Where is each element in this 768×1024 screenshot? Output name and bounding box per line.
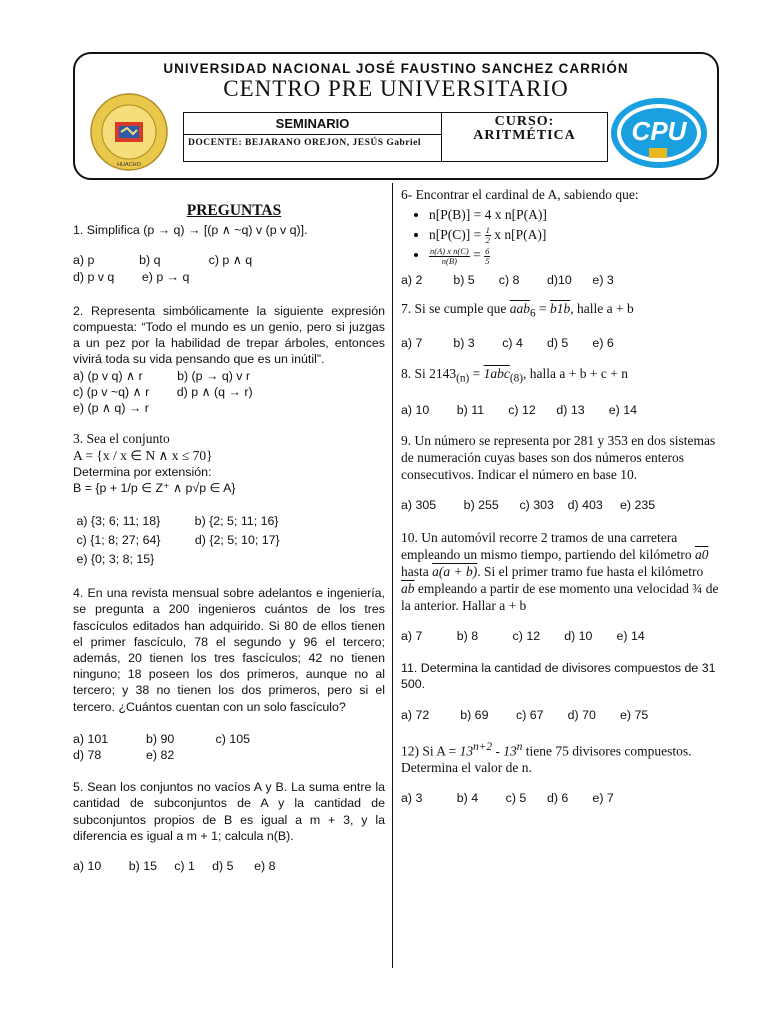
- q3-set-b: B = {p + 1/p ∈ Z⁺ ∧ p√p ∈ A}: [73, 481, 236, 496]
- q4-options-2: d) 78 e) 82: [73, 748, 175, 763]
- q7-post: , halle a + b: [570, 301, 634, 317]
- q7-numeral-1: $\overline{aab}$: [509, 301, 530, 317]
- q8-base-2: (8): [509, 372, 524, 385]
- q12-text: [401, 739, 719, 777]
- q6-c3-fraction: • $\frac{\text{n(A) x n(C)}}{n(B)}$: [430, 245, 469, 266]
- q8-base-1: (n): [456, 372, 470, 385]
- q6-condition-3: [429, 245, 719, 265]
- q1-text: 1. Simplifica (p → q) → [(p ∧ ~q) v (p v q)].: [73, 223, 308, 238]
- q3-set-a: A = {x / x ∈ N ∧ x ≤ 70}: [73, 448, 213, 464]
- q4-text: 4. En una revista mensual sobre adelantos e ingeniería, se pregunta a 200 ingenieros cuántos de los tres fascículos editados han adquirido. Si 80 de ellos tienen el primer fascículo, 78 el segundo y 96 el tercero; además, 20 tienen los tres fascículos; 42 no tienen ninguno; 18 poseen los dos primeros, aunque no al tercero; y 38 no tienen los dos primeros, pero si el tercero. ¿Cuántos cuentan con un solo fascículo?: [73, 586, 385, 714]
- q6-c2-fraction: $\frac{1}{2}$: [485, 225, 490, 246]
- q3-text: 3. Sea el conjunto: [73, 431, 170, 447]
- q11-text: 11. Determina la cantidad de divisores compuestos de 31 500.: [401, 661, 716, 692]
- q12-mid: -: [491, 743, 504, 759]
- q7-options: a) 7 b) 3 c) 4 d) 5 e) 6: [401, 335, 614, 350]
- seminar-label: SEMINARIO: [184, 113, 442, 135]
- q6-condition-2: [429, 225, 719, 245]
- q2-options-1: a) (p v q) ∧ r b) (p → q) v r: [73, 368, 251, 383]
- q10-part-1: 10. Un automóvil recorre 2 tramos de una carretera empleando un mismo tiempo, partiendo del kilómetro: [401, 530, 695, 562]
- q8-options: a) 10 b) 11 c) 12 d) 13 e) 14: [401, 402, 637, 417]
- q5-options: a) 10 b) 15 c) 1 d) 5 e) 8: [73, 859, 276, 874]
- q12-base-1: 13: [459, 743, 474, 759]
- q5-text: 5. Sean los conjuntos no vacíos A y B. La suma entre la cantidad de subconjuntos de A y la cantidad de subconjuntos propios de B es igual a m + 3, y la diferencia es igual a m + 1; calcula n(B).: [73, 780, 385, 843]
- right-column: [401, 186, 719, 807]
- left-column: [73, 203, 385, 874]
- column-divider: [392, 183, 393, 968]
- q10-part-2: hasta: [401, 564, 433, 579]
- q8-text: [401, 365, 719, 388]
- q6-options: a) 2 b) 5 c) 8 d)10 e) 3: [401, 272, 614, 287]
- university-seal-icon: [89, 92, 169, 172]
- q3-options-1: a) {3; 6; 11; 18} b) {2; 5; 11; 16}: [73, 513, 279, 528]
- q3-options-2: c) {1; 8; 27; 64} d) {2; 5; 10; 17}: [73, 532, 280, 547]
- q7-eq: =: [535, 301, 550, 317]
- q7-numeral-2: b1b: [549, 301, 571, 317]
- university-name: UNIVERSIDAD NACIONAL JOSÉ FAUSTINO SANCHEZ CARRIÓN: [163, 61, 629, 76]
- q6-condition-1: • n[P(B)] = 4 x n[P(A)]: [429, 205, 719, 225]
- q12-exp-1: n+2: [473, 740, 492, 753]
- seal-label: HUACHO: [117, 162, 141, 168]
- q12-post: tiene 75 divisores compuestos. Determina el valor de n.: [401, 743, 692, 776]
- q8-eq: =: [469, 365, 484, 381]
- q10-numeral-1: a0: [694, 547, 709, 562]
- q3-options-3: e) {0; 3; 8; 15}: [73, 552, 155, 567]
- q2-options-2: c) (p v ~q) ∧ r d) p ∧ (q → r): [73, 384, 253, 399]
- q12-base-2: 13: [503, 743, 517, 759]
- q3-instruction: Determina por extensión:: [73, 465, 212, 480]
- q2-text: 2. Representa simbólicamente la siguiente expresión compuesta: “Todo el mundo es un genio, pero si juzgas a un pez por la habilidad de trepar árboles, entonces vivirá toda su vida pensando que es un inútil”.: [73, 303, 385, 367]
- q10-part-4: empleando a partir de ese momento una velocidad ¾ de la anterior. Hallar a + b: [401, 581, 719, 613]
- q6-c2-pre: n[P(C)] =: [429, 227, 485, 242]
- logo-label: CPU: [631, 116, 687, 146]
- q11-options: a) 72 b) 69 c) 67 d) 70 e) 75: [401, 707, 649, 722]
- header-box: [73, 52, 719, 180]
- q10-options: a) 7 b) 8 c) 12 d) 10 e) 14: [401, 629, 645, 643]
- q1-options-1: a) p b) q c) p ∧ q: [73, 253, 253, 268]
- q6-text: 6- Encontrar el cardinal de A, sabiendo que:: [401, 187, 639, 202]
- q6-c3-eq: =: [469, 247, 485, 263]
- q10-part-3: . Si el primer tramo fue hasta el kilómetro: [477, 564, 704, 579]
- q6-c2-post: x n[P(A)]: [490, 227, 547, 242]
- course-cell: [442, 113, 607, 163]
- q1-options-2: d) p v q e) p → q: [73, 269, 190, 284]
- q7-text: [401, 300, 719, 323]
- q9-options: a) 305 b) 255 c) 303 d) 403 e) 235: [401, 497, 656, 512]
- q8-numeral-2: 1abc: [483, 365, 510, 381]
- q12-pre: 12) Si A =: [401, 743, 460, 759]
- q6-conditions: [401, 205, 719, 266]
- q12-exp-2: n: [516, 740, 523, 753]
- center-title: CENTRO PRE UNIVERSITARIO: [223, 76, 569, 101]
- q8-pre: 8. Si: [401, 365, 430, 381]
- q2-options-3: e) (p ∧ q) → r: [73, 401, 149, 416]
- q9-text: 9. Un número se representa por 281 y 353 en dos sistemas de numeración cuyas bases son dos números enteros consecutivos. Indicar el número en base 10.: [401, 432, 716, 482]
- teacher-name: DOCENTE: BEJARANO OREJON, JESÚS Gabriel: [184, 135, 442, 161]
- questions-title: PREGUNTAS: [186, 202, 282, 219]
- q10-numeral-2: a(a + b): [432, 564, 478, 579]
- q4-options-1: a) 101 b) 90 c) 105: [73, 731, 250, 746]
- q8-post: , halla a + b + c + n: [523, 365, 628, 381]
- q12-options: a) 3 b) 4 c) 5 d) 6 e) 7: [401, 791, 614, 806]
- course-label: CURSO:: [494, 114, 555, 129]
- course-info-table: [183, 112, 608, 162]
- q6-c3-result: $\frac{6}{5}$: [485, 245, 490, 266]
- cpu-logo-icon: [609, 96, 709, 170]
- q7-pre: 7. Si se cumple que: [401, 301, 510, 317]
- q7-base: 6: [529, 307, 536, 320]
- q8-numeral-1: 2143: [429, 365, 457, 381]
- course-name: ARITMÉTICA: [473, 128, 576, 143]
- q10-numeral-3: $\overline{ab}$: [401, 581, 415, 596]
- q10-text: [401, 529, 719, 614]
